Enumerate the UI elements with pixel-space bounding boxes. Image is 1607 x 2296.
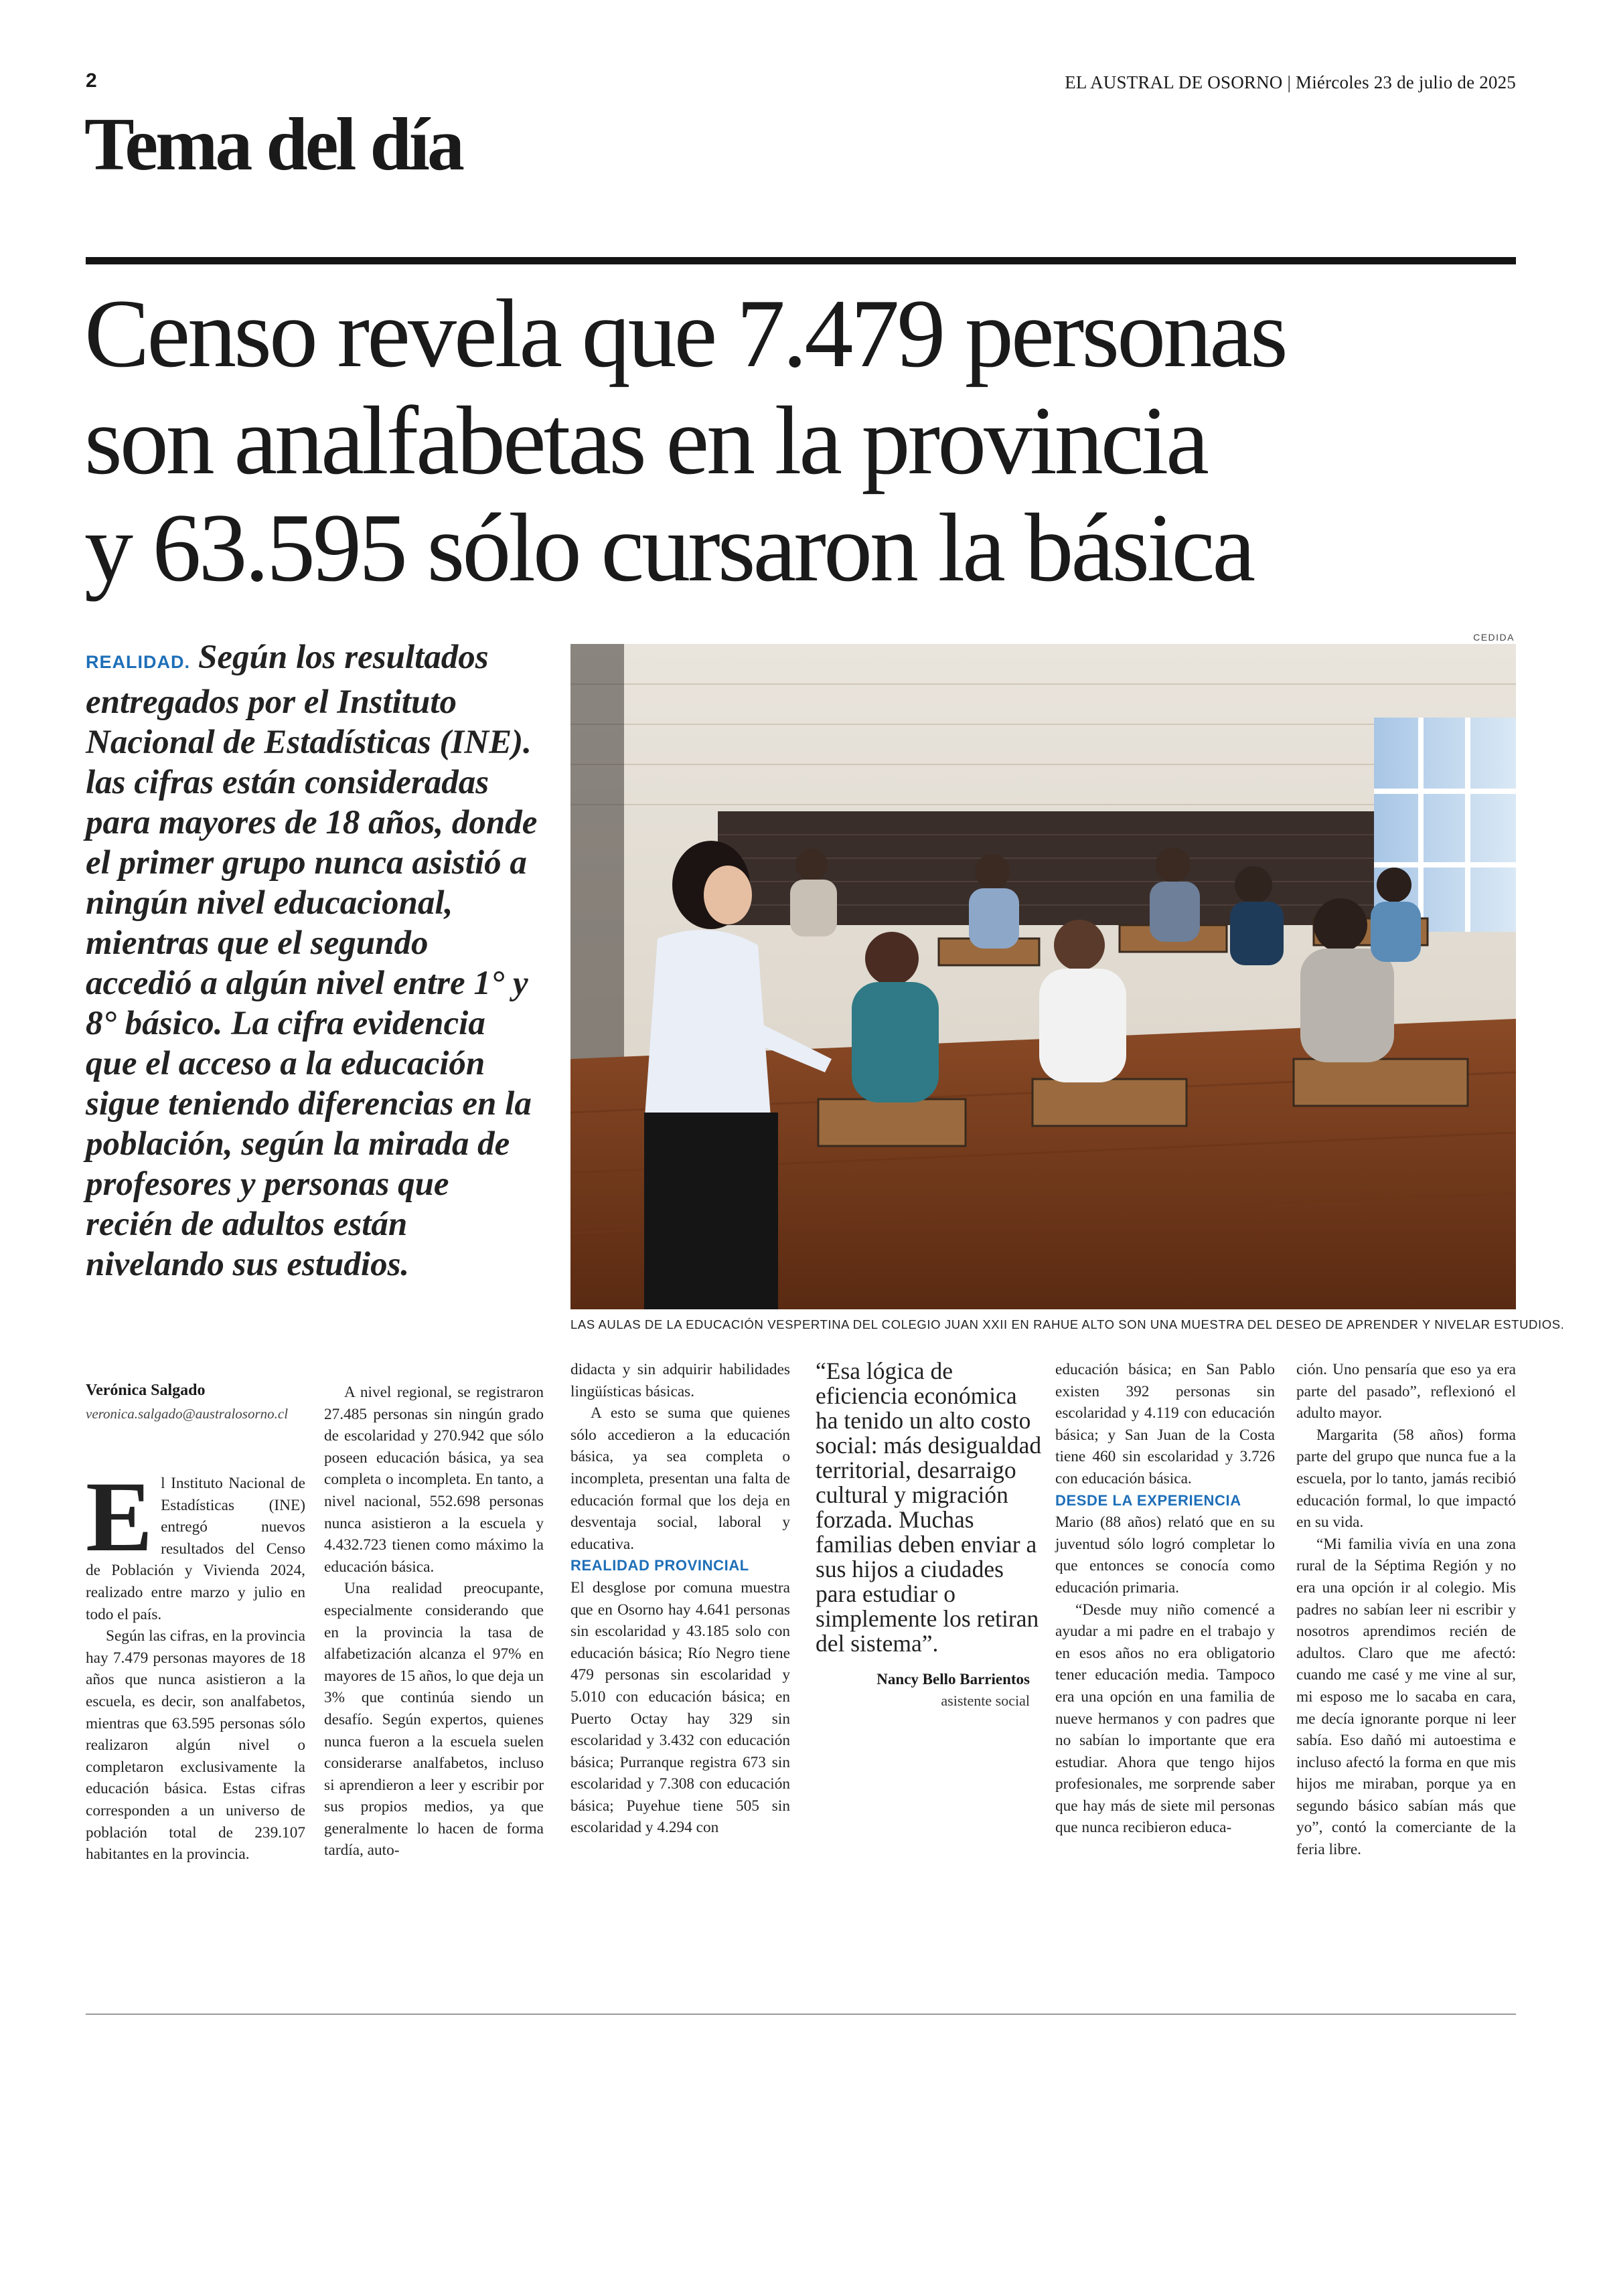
headline-line: Censo revela que 7.479 personas [84, 279, 1286, 388]
article-column-1 [86, 1461, 305, 1866]
pull-quote: “Esa lógica de eficiencia económica ha tenido un alto costo social: más desigualdad territorial, desarraigo cultural y migración forzada. Muchas familias deben enviar a sus hijos a ciudades para estudiar o simplemente los retiran del sistema”. [816, 1358, 1042, 1657]
lede [86, 637, 541, 1285]
paragraph: Una realidad preocupante, especialmente considerando que en la provincia la tasa de alfabetización alcanza el 97% en mayores de 15 años, lo que deja un 3% que continúa siendo un desafío. Según expertos, quienes nunca fueron a la escuela suelen considerarse analfabetos, incluso si aprendieron a leer y escribir por sus propios medios, ya que generalmente lo hacen de forma tardía, auto- [324, 1580, 544, 1860]
classroom-photo [570, 644, 1516, 1309]
section-title: Tema del día [84, 103, 462, 186]
header-rule [86, 257, 1516, 264]
article-column-2 [324, 1382, 544, 1862]
lede-text: Según los resultados entregados por el Instituto Nacional de Estadísticas (INE). las cifras están consideradas para mayores de 18 años, donde el primer grupo nunca asistió a ningún nivel educacional, mientras que el segundo accedió a algún nivel entre 1° y 8° básico. La cifra evidencia que el acceso a la educación sigue teniendo diferencias en la población, según la mirada de profesores y personas que recién de adultos están nivelando sus estudios. [86, 639, 538, 1283]
subhead-desde-la-experiencia: DESDE LA EXPERIENCIA [1055, 1491, 1241, 1509]
headline-line: y 63.595 sólo cursaron la básica [84, 493, 1253, 602]
photo-caption: LAS AULAS DE LA EDUCACIÓN VESPERTINA DEL COLEGIO JUAN XXII EN RAHUE ALTO SON UNA MUESTRA DEL DESEO DE APRENDER Y NIVELAR ESTUDIOS. [570, 1317, 1565, 1331]
paragraph: “Mi familia vivía en una zona rural de la Séptima Región y no era una opción ir al colegio. Mis padres no sabían leer ni escribir y nosotros aprendimos recién de adultos. Claro que me afectó: cuando me casé y me vine al sur, mi esposo me lo sacaba en cara, me decía ignorante porque ni leer sabía. Eso dañó mi autoestima e incluso afectó la forma en que mis hijos me miraban, porque ya en segundo básico sabían más que yo”, contó la comerciante de la feria libre. [1296, 1535, 1516, 1859]
photo-credit: CEDIDA [1473, 632, 1515, 643]
paragraph: didacta y sin adquirir habilidades lingüísticas básicas. [570, 1361, 790, 1400]
masthead-separator: | [1282, 72, 1296, 92]
quote-author: Nancy Bello Barrientos [876, 1671, 1030, 1688]
paragraph: Margarita (58 años) forma parte del grupo que nunca fue a la escuela, por lo tanto, jamás recibió educación formal, lo que impactó en su vida. [1296, 1426, 1516, 1532]
headline [84, 280, 1524, 601]
paragraph: “Desde muy niño comencé a ayudar a mi padre en el trabajo y en esos años no era obligatorio tener educación media. Tampoco era una opción en una familia de nueve hermanos y con padres que no sabían lo importante que era estudiar. Ahora que tengo hijos profesionales, me sorprende saber que hay más de siete mil personas que nunca recibieron educa- [1055, 1601, 1275, 1837]
lede-kicker: REALIDAD. [86, 652, 190, 672]
classroom-illustration [570, 644, 1516, 1309]
paragraph: A esto se suma que quienes sólo accedieron a la educación básica, ya sea completa o incompleta, presentan una falta de educación formal que los deja en desventaja social, laboral y educativa. [570, 1404, 790, 1553]
footer-rule [86, 2014, 1516, 2015]
paragraph: Según las cifras, en la provincia hay 7.479 personas mayores de 18 años que nunca asistieron a la escuela, es decir, son analfabetos, mientras que 63.595 personas sólo realizaron algún nivel o completaron exclusivamente la educación básica. Estas cifras corresponden a un universo de población total de 239.107 habitantes en la provincia. [86, 1627, 305, 1864]
paragraph [86, 1461, 305, 1625]
publication-name: EL AUSTRAL DE OSORNO [1065, 72, 1283, 92]
article-column-3 [570, 1359, 790, 1839]
paragraph: educación básica; en San Pablo existen 392 personas sin escolaridad y 4.119 con educación básica; y San Juan de la Costa tiene 460 sin escolaridad y 3.726 con educación básica. [1055, 1361, 1275, 1487]
article-column-6 [1296, 1359, 1516, 1861]
dropcap: E [86, 1461, 153, 1572]
article-column-5 [1055, 1359, 1275, 1839]
masthead [1065, 72, 1516, 93]
publication-date: Miércoles 23 de julio de 2025 [1296, 72, 1516, 92]
headline-line: son analfabetas en la provincia [84, 386, 1207, 495]
paragraph-text: l Instituto Nacional de Estadísticas (INE) entregó nuevos resultados del Censo de Población y Vivienda 2024, realizado entre marzo y julio en todo el país. [86, 1475, 305, 1623]
paragraph: El desglose por comuna muestra que en Osorno hay 4.641 personas sin escolaridad y 43.185 solo con educación básica; Río Negro tiene 479 personas sin escolaridad y 5.010 con educación básica; en Puerto Octay hay 329 sin escolaridad y 3.432 con educación básica; Purranque registra 673 sin escolaridad y 7.308 con educación básica; Puyehue tiene 505 sin escolaridad y 4.294 con [570, 1578, 790, 1837]
subhead-realidad-provincial: REALIDAD PROVINCIAL [570, 1557, 749, 1574]
page-number: 2 [86, 70, 97, 92]
byline-author: Verónica Salgado [86, 1382, 206, 1399]
paragraph: Mario (88 años) relató que en su juventud sólo logró completar lo que entonces se conocía como educación primaria. [1055, 1513, 1275, 1596]
byline-email[interactable]: veronica.salgado@australosorno.cl [86, 1406, 289, 1422]
paragraph: ción. Uno pensaría que eso ya era parte del pasado”, reflexionó el adulto mayor. [1296, 1361, 1516, 1422]
quote-author-role: asistente social [941, 1692, 1030, 1709]
paragraph: A nivel regional, se registraron 27.485 personas sin ningún grado de escolaridad y 270.942 que sólo poseen educación básica, ya sea completa o incompleta. En tanto, a nivel nacional, 552.698 personas nunca asistieron a la escuela y 4.432.723 tienen como máximo la educación básica. [324, 1384, 544, 1576]
